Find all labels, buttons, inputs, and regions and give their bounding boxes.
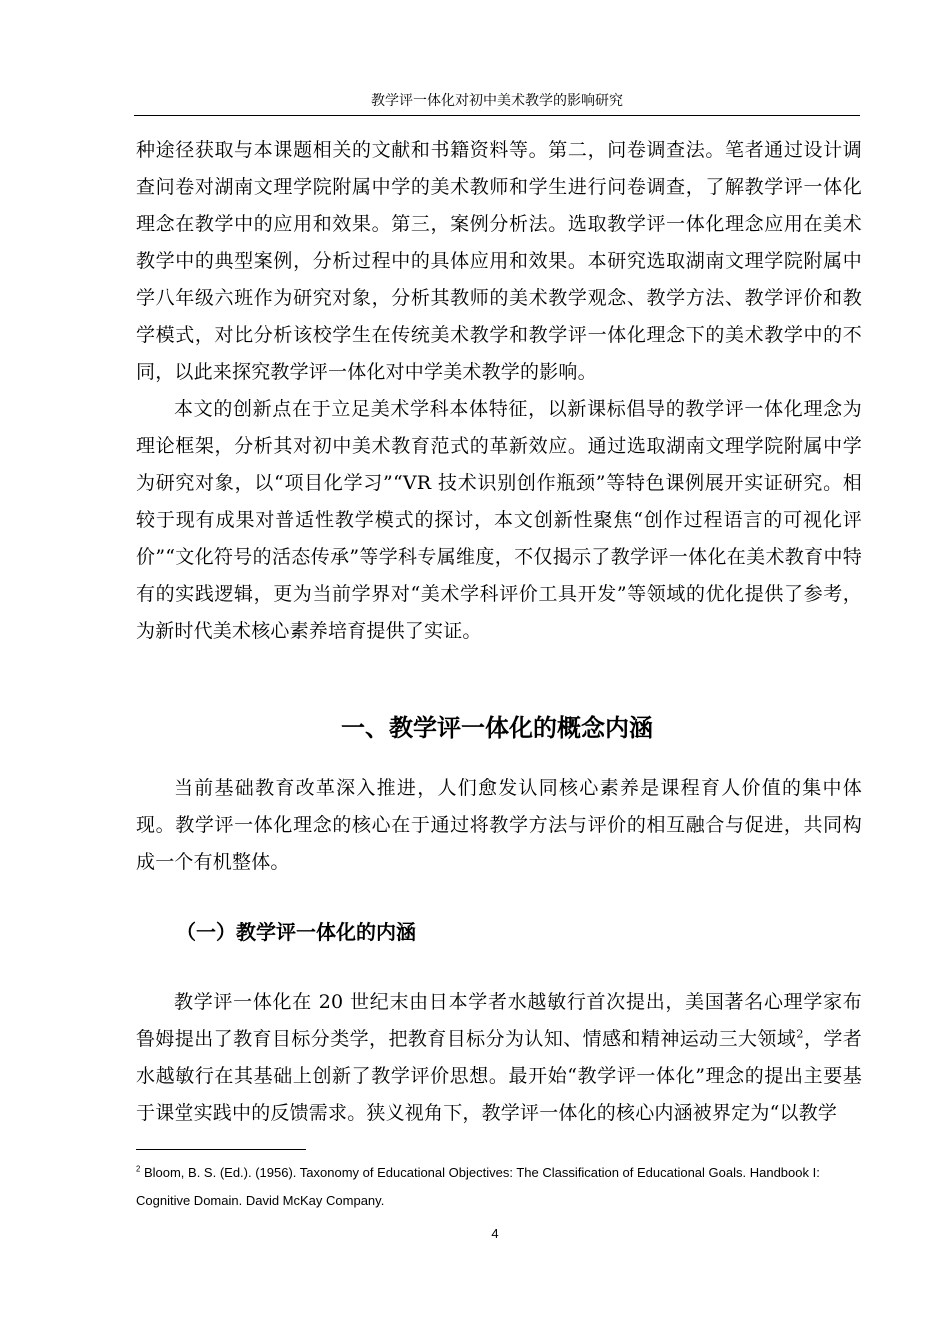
footnote-divider xyxy=(136,1149,306,1150)
header-divider xyxy=(134,115,860,116)
paragraph-research-methods: 种途径获取与本课题相关的文献和书籍资料等。第二，问卷调查法。笔者通过设计调查问卷对湖南文理学院附属中学的美术教师和学生进行问卷调查，了解教学评一体化理念在教学中的应用和效果。第三，案例分析法。选取教学评一体化理念应用在美术教学中的典型案例，分析过程中的具体应用和效果。本研究选取湖南文理学院附属中学八年级六班作为研究对象，分析其教师的美术教学观念、教学方法、教学评价和教学模式，对比分析该校学生在传统美术教学和教学评一体化理念下的美术教学中的不同，以此来探究教学评一体化对中学美术教学的影响。 xyxy=(136,139,862,383)
paragraph-history xyxy=(136,984,862,1132)
subsection-heading-connotation: （一）教学评一体化的内涵 xyxy=(176,920,416,944)
paragraph-history-part2: ，学者水越敏行在其基础上创新了教学评价思想。最开始“教学评一体化”理念的提出主要基于课堂实践中的反馈需求。狭义视角下，教学评一体化的核心内涵被界定为“以教学 xyxy=(136,1028,862,1124)
paragraph-core-literacy: 当前基础教育改革深入推进，人们愈发认同核心素养是课程育人价值的集中体现。教学评一体化理念的核心在于通过将教学方法与评价的相互融合与促进，共同构成一个有机整体。 xyxy=(136,777,862,873)
paragraph-history-part1: 教学评一体化在 20 世纪末由日本学者水越敏行首次提出，美国著名心理学家布鲁姆提出了教育目标分类学，把教育目标分为认知、情感和精神运动三大领域 xyxy=(136,991,862,1050)
footnote xyxy=(136,1159,862,1215)
section-heading-concept: 一、教学评一体化的概念内涵 xyxy=(341,714,653,742)
page-number: 4 xyxy=(491,1226,499,1241)
running-header: 教学评一体化对初中美术教学的影响研究 xyxy=(371,93,623,109)
footnote-marker: 2 xyxy=(136,1164,141,1174)
footnote-reference[interactable]: 2 xyxy=(796,1026,804,1041)
footnote-text: Bloom, B. S. (Ed.). (1956). Taxonomy of Educational Objectives: The Classification of Educational Goals. Handbook I: Cognitive Domain. David McKay Company. xyxy=(136,1165,820,1208)
paragraph-innovation: 本文的创新点在于立足美术学科本体特征，以新课标倡导的教学评一体化理念为理论框架，分析其对初中美术教育范式的革新效应。通过选取湖南文理学院附属中学为研究对象，以“项目化学习”“VR 技术识别创作瓶颈”等特色课例展开实证研究。相较于现有成果对普适性教学模式的探讨，本文创新性聚焦“创作过程语言的可视化评价”“文化符号的活态传承”等学科专属维度，不仅揭示了教学评一体化在美术教育中特有的实践逻辑，更为当前学界对“美术学科评价工具开发”等领域的优化提供了参考，为新时代美术核心素养培育提供了实证。 xyxy=(136,398,862,642)
